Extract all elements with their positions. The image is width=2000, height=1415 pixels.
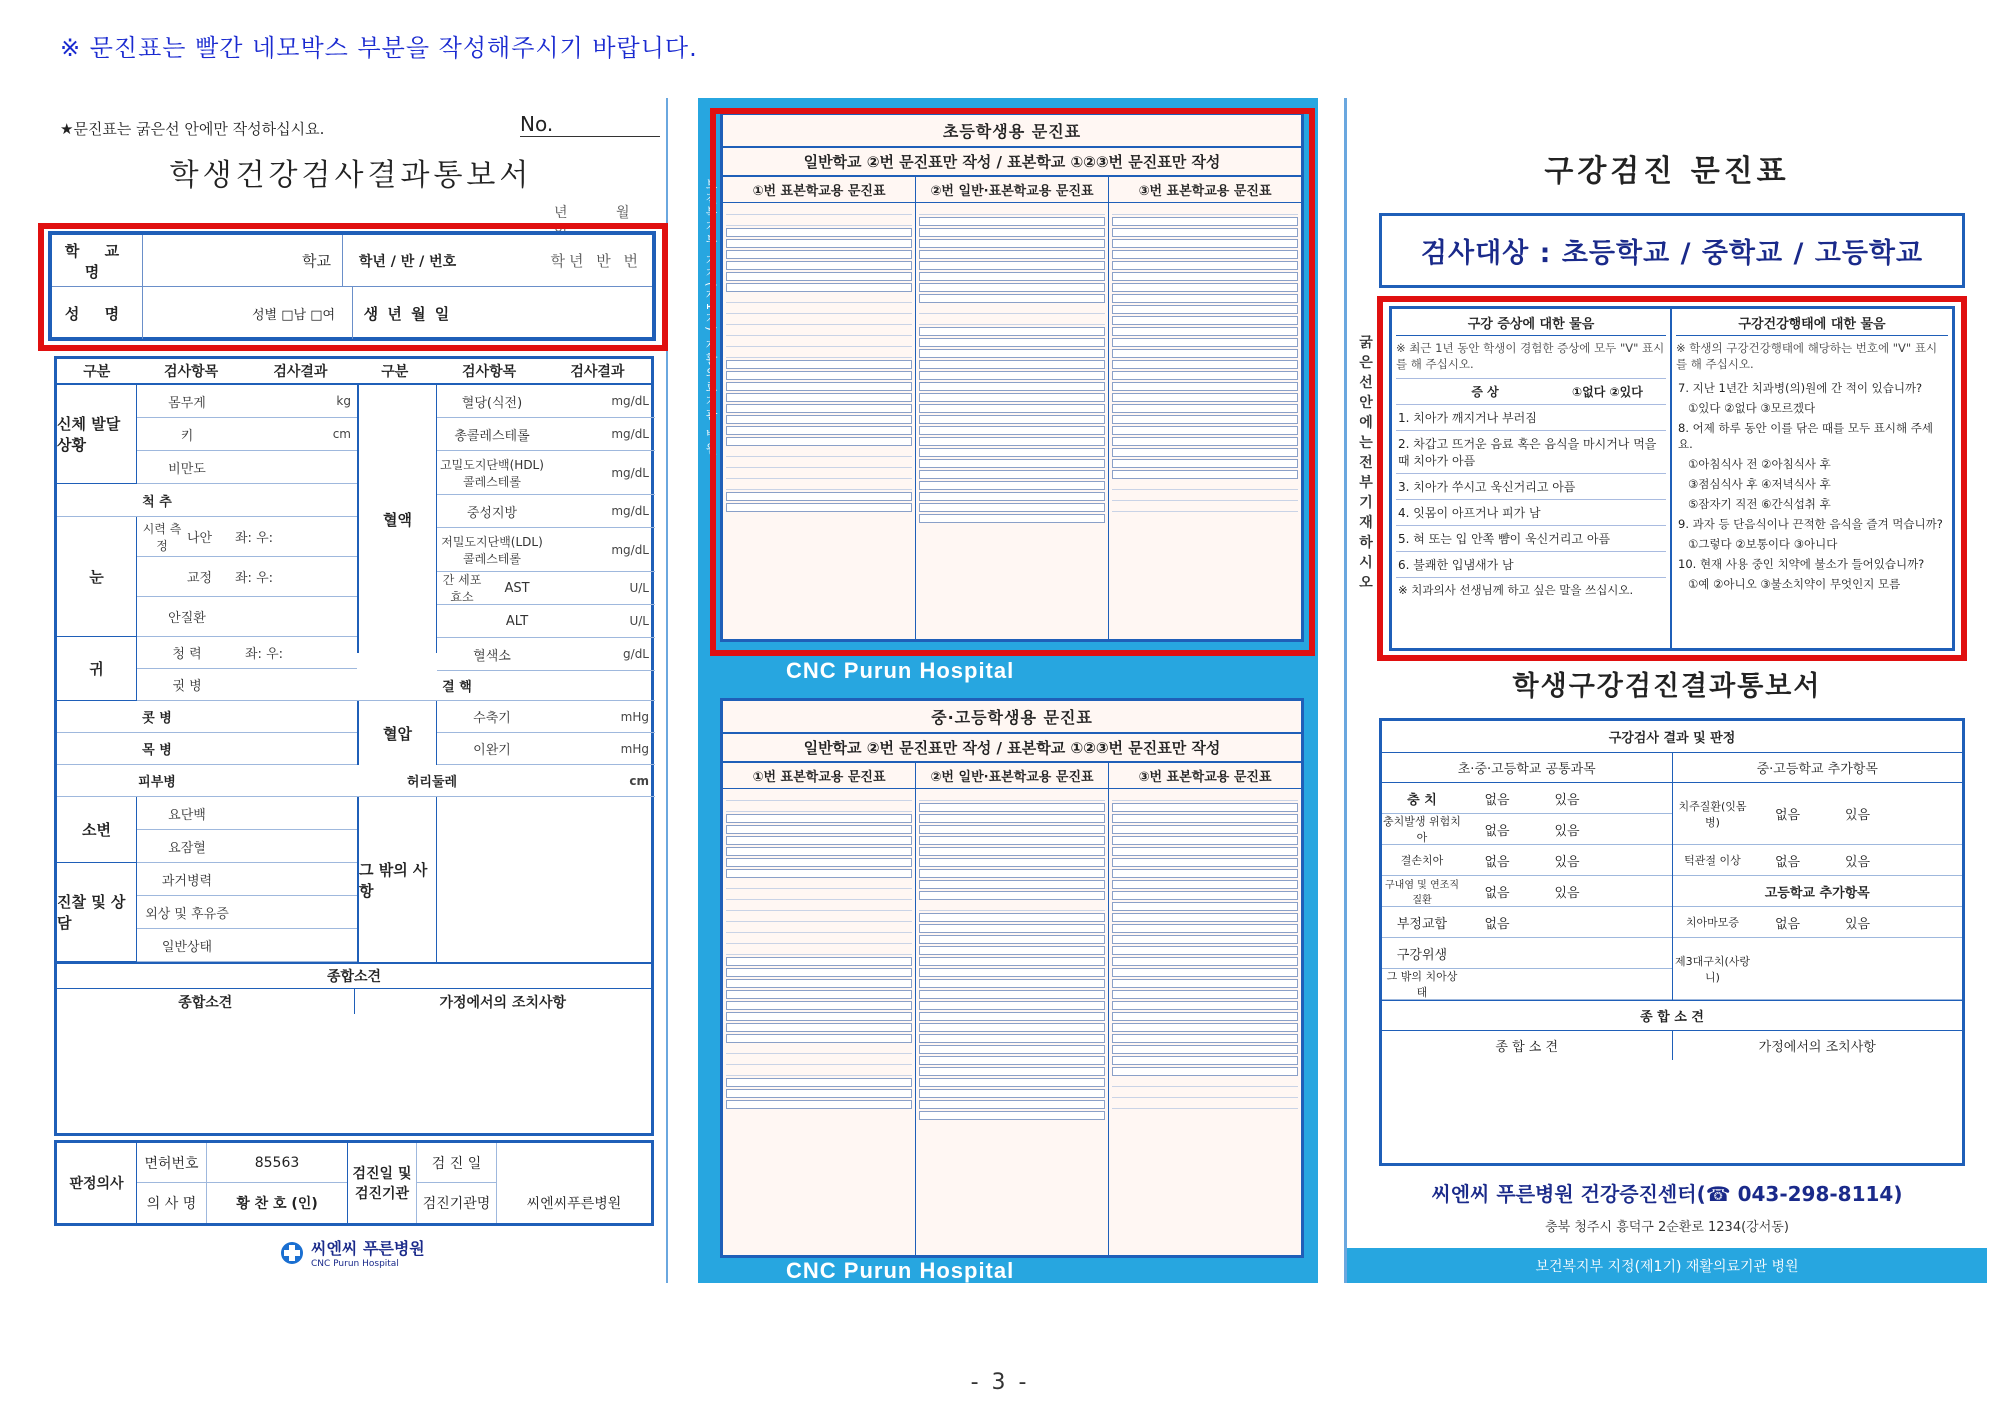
overall-header: 종합소견 가정에서의 조치사항 (57, 988, 651, 1014)
result-overall-col: 종 합 소 견 (1382, 1031, 1673, 1060)
cat-other: 그 밖의 사항 (357, 797, 437, 962)
q9: 9. 과자 등 단음식이나 끈적한 음식을 즐겨 먹습니까? (1678, 517, 1943, 531)
q8-options-3[interactable]: ⑤잠자기 직전 ⑥간식섭취 후 (1688, 497, 1831, 511)
q8-options-2[interactable]: ③점심식사 후 ④저녁식사 후 (1688, 477, 1831, 491)
form-title: 학생건강검사결과통보서 (169, 158, 533, 193)
secondary-body[interactable] (723, 789, 1301, 1257)
address: 충북 청주시 흥덕구 2순환로 1234(강서동) (1545, 1220, 1789, 1235)
row-vision-corrected: 교정 좌: 우: (137, 557, 357, 597)
res-row-7: 그 밖의 치아상태 (1382, 969, 1672, 1000)
designation-band: 보건복지부 지정(제1기) 재활의료기관 병원 (1347, 1248, 1987, 1283)
student-info-section (48, 231, 656, 341)
judge-label: 판정의사 (57, 1143, 137, 1223)
result-home-col: 가정에서의 조치사항 (1758, 1040, 1876, 1055)
secondary-questionnaire (720, 698, 1304, 1258)
symptom-6[interactable]: 6. 불쾌한 입냄새가 남 (1396, 552, 1666, 578)
cat-urine: 소변 (57, 797, 137, 863)
doctor-name: 황 찬 호 (인) (236, 1196, 318, 1212)
red-highlight-elementary (710, 108, 1315, 656)
watermark-top: CNC Purun Hospital (786, 658, 1015, 683)
row-obesity: 비만도 (137, 451, 357, 484)
row-skin: 피부병 (57, 765, 357, 797)
result-head: 구강검사 결과 및 판정 (1382, 721, 1962, 753)
vertical-caption: 보건복지부 지정(제1기) 재활의료기관 병원 (704, 178, 718, 457)
result-overall: 종 합 소 견 (1382, 1000, 1962, 1031)
oral-title: 구강검진 문진표 (1544, 154, 1790, 189)
row-diastolic: 이완기 mHg (437, 733, 655, 765)
res-right-5: 제3대구치(사랑니) (1673, 938, 1963, 1000)
res-row-4: 구내염 및 연조직 질환 없음 있음 (1382, 876, 1672, 907)
res-row-3: 결손치아 없음 있음 (1382, 845, 1672, 876)
row-ear-disease: 귓 병 (137, 669, 357, 701)
license-label: 면허번호 (137, 1143, 207, 1183)
row-injury: 외상 및 후유증 (137, 896, 357, 929)
symptom-note: ※ 최근 1년 동안 학생이 경험한 증상에 모두 "V" 표시를 해 주십시오. (1396, 341, 1665, 371)
q10: 10. 현재 사용 중인 치약에 불소가 들어있습니까? (1678, 557, 1925, 571)
cat-bp: 혈압 (357, 701, 437, 765)
res-right-1: 치주질환(잇몸병) 없음 있음 (1673, 783, 1963, 845)
res-right-2: 턱관절 이상 없음 있음 (1673, 845, 1963, 876)
exam-target: 검사대상 : 초등학교 / 중학교 / 고등학교 (1379, 213, 1965, 288)
row-ast: 간 세포 효소 AST U/L (437, 572, 655, 605)
row-urine-blood: 요잠혈 (137, 830, 357, 863)
row-height: 키 cm (137, 418, 357, 451)
result-common-head: 초·중·고등학교 공통과목 (1382, 753, 1673, 782)
symptom-1[interactable]: 1. 치아가 깨지거나 부러짐 (1396, 405, 1666, 431)
row-systolic: 수축기 mHg (437, 701, 655, 733)
row-urine-protein: 요단백 (137, 797, 357, 830)
cat-eye: 눈 (57, 517, 137, 637)
sec-col-2 (916, 789, 1109, 1257)
cat-blood: 혈액 (357, 385, 437, 653)
row-tb: 결 핵 (357, 671, 655, 701)
oral-exam-panel (1344, 98, 1984, 1283)
institution-name: 씨엔씨푸른병원 (526, 1196, 622, 1212)
row-eye-disease: 안질환 (137, 597, 357, 637)
doctor-label: 의 사 명 (137, 1183, 207, 1223)
oral-result-table (1379, 718, 1965, 1166)
secondary-columns: ①번 표본학교용 문진표 ②번 일반·표본학교용 문진표 ③번 표본학교용 문진표 (723, 763, 1301, 789)
sec-col-3 (1109, 789, 1301, 1257)
symptom-4[interactable]: 4. 잇몸이 아프거나 피가 남 (1396, 500, 1666, 526)
health-center-footer: 씨엔씨 푸른병원 건강증진센터(☎ 043-298-8114) (1431, 1182, 1903, 1206)
page-number: - 3 - (970, 1370, 1030, 1395)
row-cholesterol: 총콜레스테롤 mg/dL (437, 418, 655, 451)
cat-diagnosis: 진찰 및 상담 (57, 863, 137, 962)
secondary-subtitle: 일반학교 ②번 문진표만 작성 / 표본학교 ①②③번 문진표만 작성 (723, 734, 1301, 763)
form-note: ★문진표는 굵은선 안에만 작성하십시요. (60, 120, 325, 138)
hospital-logo: 씨엔씨 푸른병원 CNC Purun Hospital (279, 1236, 425, 1269)
behavior-head: 구강건강행태에 대한 물음 (1676, 313, 1948, 336)
watermark-bottom: CNC Purun Hospital (786, 1258, 1015, 1283)
form-date: 년 월 (554, 205, 652, 221)
symptom-head: 구강 증상에 대한 물음 (1396, 313, 1666, 336)
row-glucose: 혈당(식전) mg/dL (437, 385, 655, 418)
q8-options-1[interactable]: ①아침식사 전 ②아침식사 후 (1688, 457, 1831, 471)
symptom-5[interactable]: 5. 혀 또는 입 안쪽 뺨이 욱신거리고 아픔 (1396, 526, 1666, 552)
row-ldl: 저밀도지단백(LDL) 콜레스테롤 mg/dL (437, 528, 655, 572)
exam-results-table (54, 356, 654, 1136)
name-field[interactable] (142, 287, 252, 339)
q7: 7. 지난 1년간 치과병(의)원에 간 적이 있습니까? (1678, 381, 1923, 395)
q7-options[interactable]: ①있다 ②없다 ③모르겠다 (1688, 401, 1816, 415)
notice-text: ※ 문진표는 빨간 네모박스 부분을 작성해주시기 바랍니다. (60, 34, 698, 62)
row-hdl: 고밀도지단백(HDL) 콜레스테롤 mg/dL (437, 451, 655, 495)
row-weight: 몸무게 kg (137, 385, 357, 418)
behavior-note: ※ 학생의 구강건강행태에 해당하는 번호에 "V" 표시를 해 주십시오. (1676, 341, 1938, 371)
secondary-title: 중·고등학생용 문진표 (723, 701, 1301, 734)
res-row-2: 충치발생 위험치아 없음 있음 (1382, 814, 1672, 845)
row-hemoglobin: 혈색소 g/dL (437, 638, 655, 671)
row-alt: ALT U/L (437, 605, 655, 638)
grade-field[interactable]: 학년 반 번 (550, 252, 642, 270)
row-triglyceride: 중성지방 mg/dL (437, 495, 655, 528)
name-label: 성 명 (64, 304, 130, 323)
res-row-1: 충 치 없음 있음 (1382, 783, 1672, 814)
school-field[interactable] (142, 235, 302, 287)
res-row-6: 구강위생 (1382, 938, 1672, 969)
table-header: 구분 검사항목 검사결과 구분 검사항목 검사결과 (57, 359, 651, 385)
q8: 8. 어제 하루 동안 이를 닦은 때를 모두 표시해 주세요. (1678, 421, 1933, 451)
elementary-subtitle: 일반학교 ②번 문진표만 작성 / 표본학교 ①②③번 문진표만 작성 (723, 148, 1301, 177)
signature-section (54, 1140, 654, 1226)
res-right-3: 고등학교 추가항목 (1673, 876, 1963, 907)
result-extra-head: 중·고등학교 추가항목 (1756, 762, 1878, 777)
school-label: 학 교 명 (64, 241, 130, 281)
birth-label: 생 년 월 일 (352, 287, 462, 339)
res-right-4: 치아마모증 없음 있음 (1673, 907, 1963, 938)
q9-options[interactable]: ①그렇다 ②보통이다 ③아니다 (1688, 537, 1838, 551)
elementary-columns: ①번 표본학교용 문진표 ②번 일반·표본학교용 문진표 ③번 표본학교용 문진표 (723, 177, 1301, 203)
row-nose: 콧 병 (57, 701, 357, 733)
exam-date-label: 검진일 및 검진기관 (347, 1143, 417, 1223)
side-note: 굵은선 안에는 전부 기재하시오 (1359, 335, 1373, 591)
row-hearing: 청 력 좌: 우: (137, 637, 357, 669)
grade-label: 학년 / 반 / 번호 (342, 235, 472, 287)
hospital-logo-icon (279, 1240, 305, 1266)
row-neck: 목 병 (57, 733, 357, 765)
form-number: No. (520, 112, 660, 137)
row-spine: 척 추 (57, 484, 357, 517)
school-suffix: 학교 (302, 252, 331, 270)
row-history: 과거병력 (137, 863, 357, 896)
cat-body: 신체 발달 상황 (57, 385, 137, 484)
exam-date: 검 진 일 (417, 1143, 497, 1183)
birth-field[interactable] (462, 287, 652, 339)
res-row-5: 부정교합 없음 (1382, 907, 1672, 938)
row-waist: 허리둘레 cm (357, 765, 655, 797)
symptom-3[interactable]: 3. 치아가 쑤시고 욱신거리고 아픔 (1396, 474, 1666, 500)
elementary-title: 초등학생용 문진표 (723, 115, 1301, 148)
dentist-note[interactable]: ※ 치과의사 선생님께 하고 싶은 말을 쓰십시오. (1398, 583, 1634, 597)
cat-ear: 귀 (57, 637, 137, 701)
license-number: 85563 (207, 1143, 347, 1183)
student-health-report-form (34, 98, 668, 1283)
overall-title: 종합소견 (57, 962, 651, 988)
symptom-section: 구강 증상에 대한 물음 ※ 최근 1년 동안 학생이 경험한 증상에 모두 "V" 표시를 해 주십시오. 증 상 ①없다 ②있다 1. 치아가 깨지거나 부러짐 2. 차갑고 뜨거운 음료 혹은 음식을 마시거나 먹을 때 치아가 아픔 3. 치아가 쑤시고 욱신거리고 아픔 4. 잇몸이 아프거나 피가 남 5. 혀 또는 입 안쪽 뺨이 욱신거리고 아픔 6. 불쾌한 입냄새가 남 ※ 치과의사 선생님께 하고 싶은 말을 쓰십시오. (1392, 309, 1672, 648)
q10-options[interactable]: ①예 ②아니오 ③불소치약이 무엇인지 모름 (1688, 577, 1901, 591)
behavior-section (1672, 309, 1952, 648)
row-general: 일반상태 (137, 929, 357, 962)
institution-label: 검진기관명 (417, 1183, 497, 1223)
symptom-2[interactable]: 2. 차갑고 뜨거운 음료 혹은 음식을 마시거나 먹을 때 치아가 아픔 (1396, 431, 1666, 474)
sec-col-1 (723, 789, 916, 1257)
gender-checkbox[interactable]: 성별 □남 □여 (252, 307, 336, 323)
oral-questionnaire (1389, 306, 1955, 651)
row-vision-naked: 시력 측정 나안 좌: 우: (137, 517, 357, 557)
oral-result-title: 학생구강검진결과통보서 (1512, 671, 1822, 702)
